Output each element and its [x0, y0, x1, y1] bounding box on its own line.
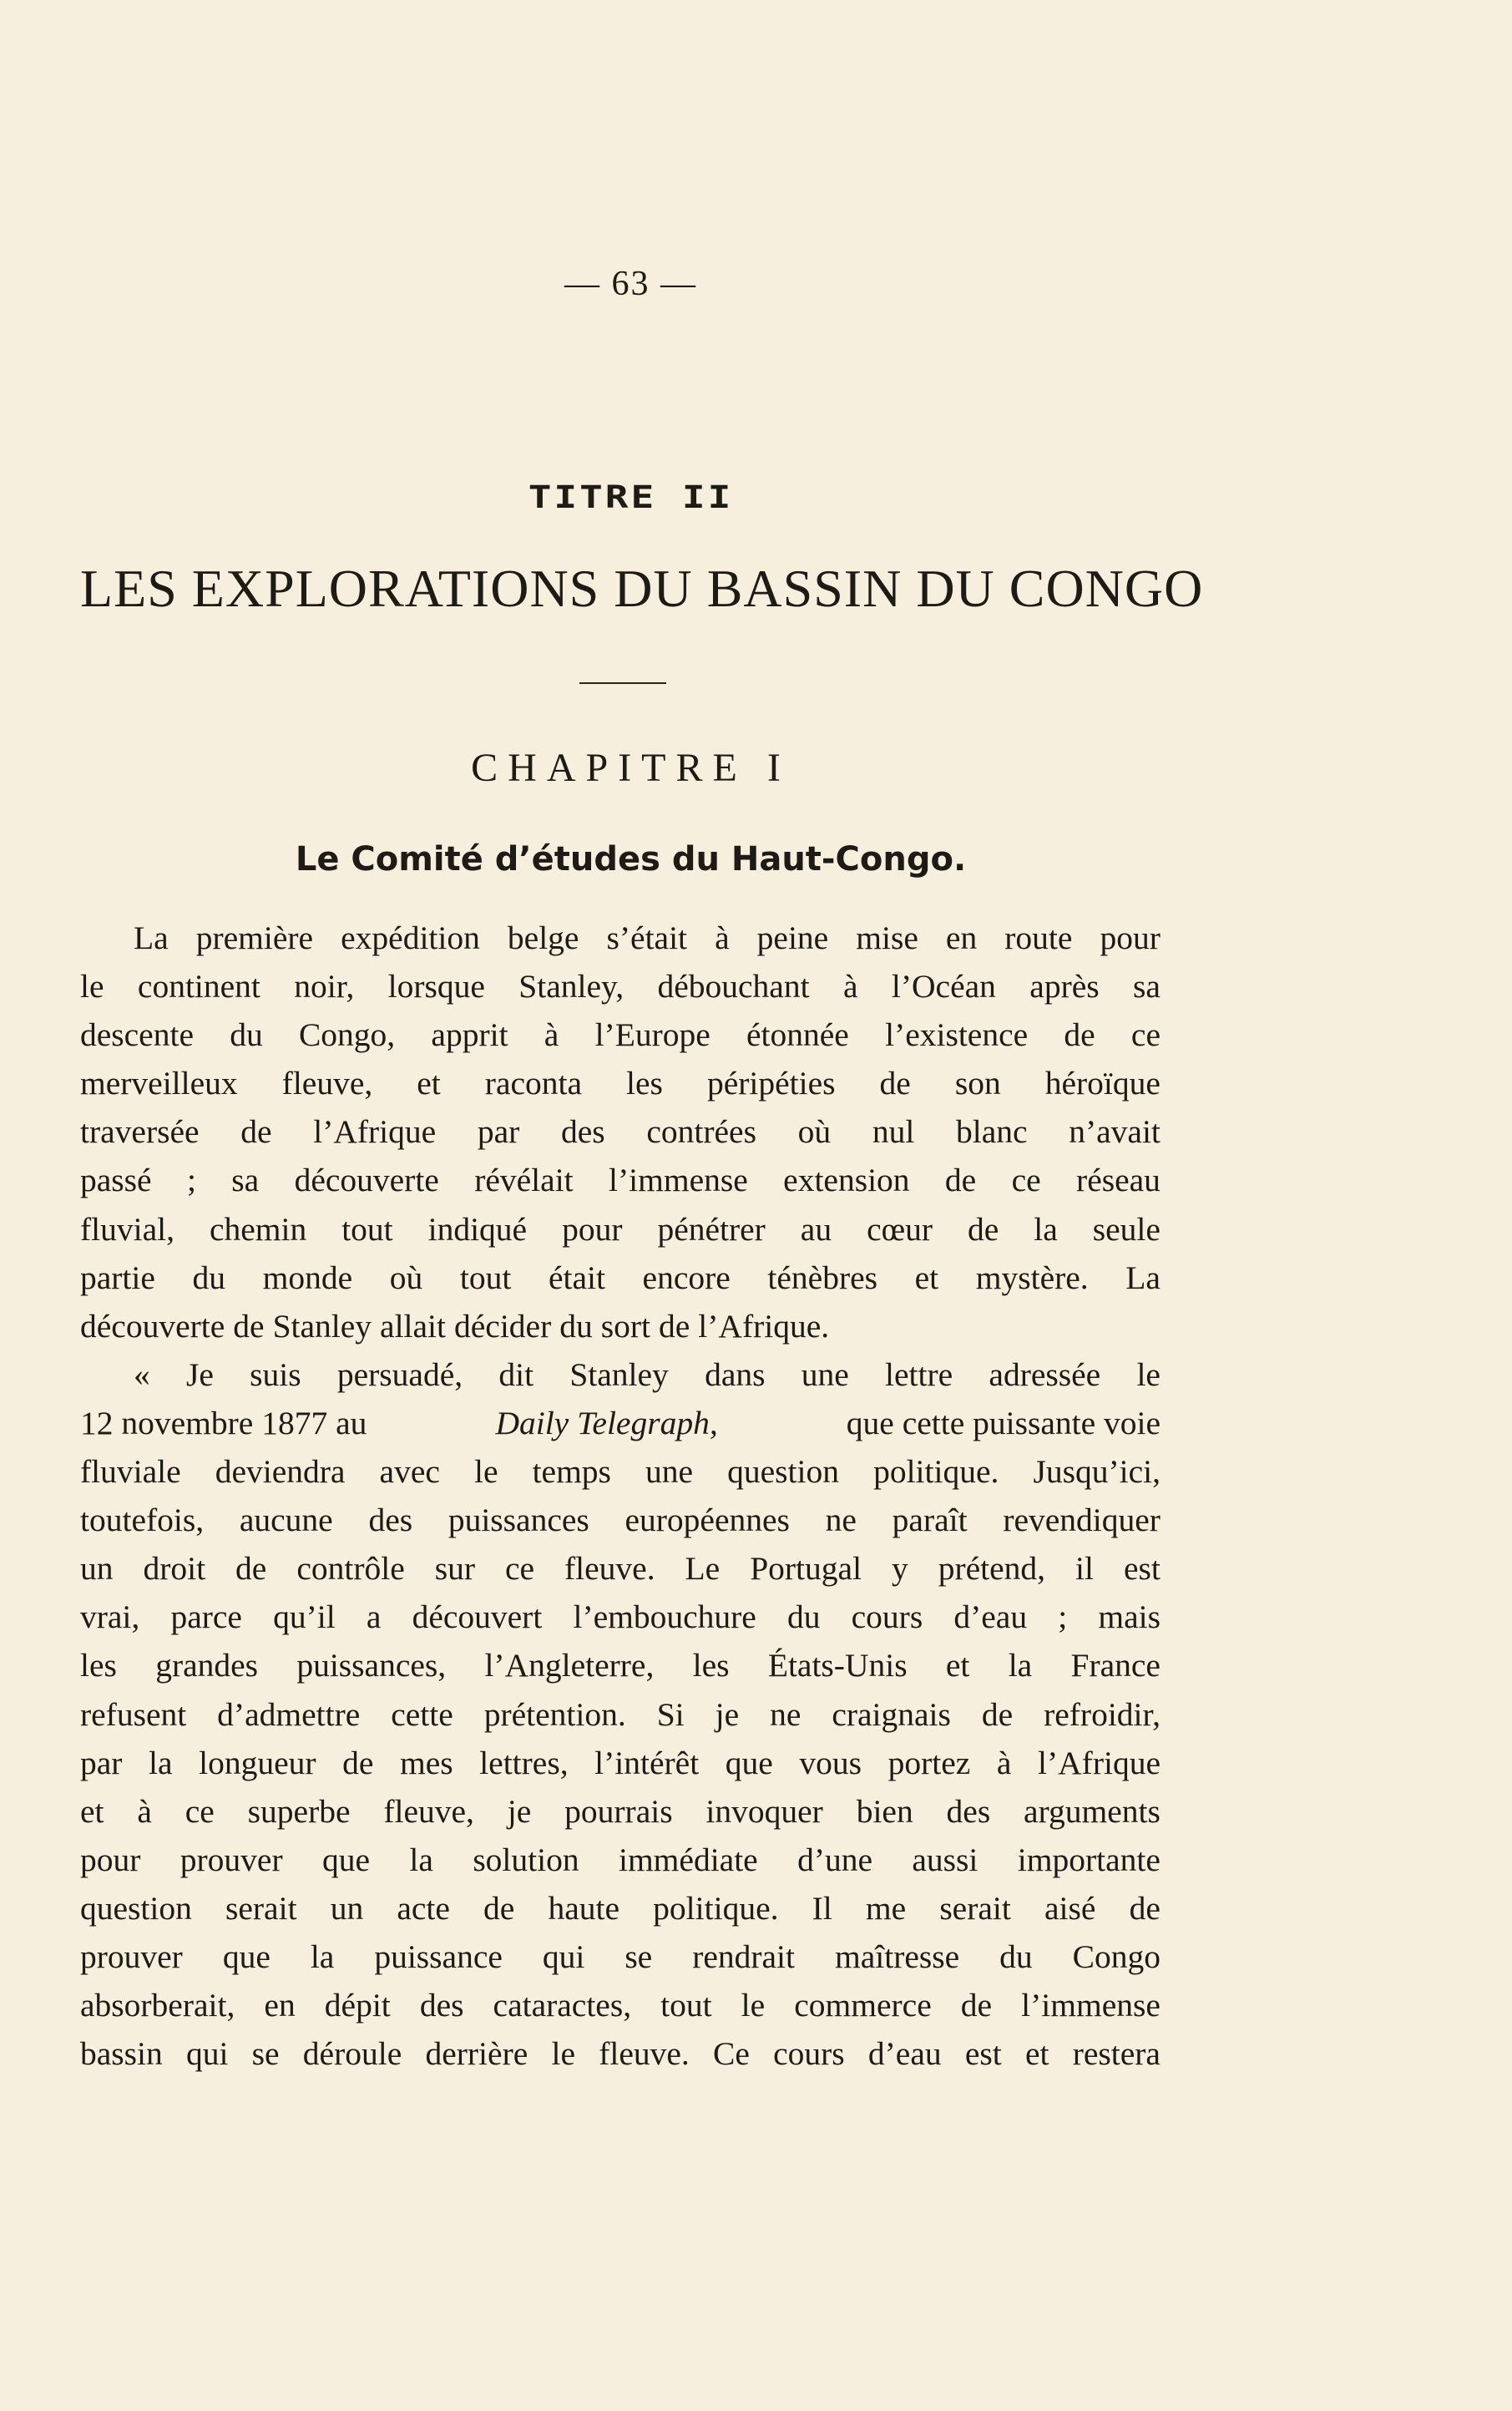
- word: Le: [685, 1550, 721, 1588]
- word: de: [235, 1550, 267, 1588]
- word: sa: [231, 1162, 260, 1199]
- word: États-Unis: [767, 1647, 908, 1684]
- word: ce: [185, 1792, 215, 1830]
- word: parce: [170, 1598, 242, 1636]
- chapter-subtitle: Le Comité d’études du Haut-Congo.: [295, 840, 967, 879]
- text-line: [80, 1399, 1161, 1447]
- word: du: [192, 1259, 226, 1296]
- word: dépit: [324, 1987, 391, 2024]
- word: aussi: [912, 1841, 979, 1878]
- word: dans: [705, 1355, 766, 1393]
- word: à: [842, 968, 858, 1005]
- word: héroïque: [1044, 1065, 1161, 1102]
- word: les: [80, 1647, 117, 1684]
- word: d’eau: [953, 1598, 1028, 1636]
- word: refusent: [80, 1695, 187, 1733]
- word: me: [865, 1889, 907, 1927]
- word: deviendra: [215, 1453, 346, 1491]
- word: qui: [185, 2035, 229, 2073]
- word: un: [80, 1550, 114, 1588]
- word: n’avait: [1069, 1113, 1161, 1151]
- word: son: [954, 1065, 1001, 1102]
- text-line: [80, 1884, 1161, 1932]
- word: ;: [1058, 1598, 1068, 1636]
- word: La: [134, 919, 169, 956]
- word: les: [626, 1065, 663, 1102]
- word: serait: [939, 1889, 1011, 1927]
- word: l’existence: [885, 1016, 1029, 1054]
- text-line: [80, 1010, 1161, 1059]
- word: que: [222, 1937, 271, 1975]
- word: de: [240, 1113, 272, 1151]
- text-line: [80, 1205, 1161, 1254]
- word: invoquer: [705, 1792, 823, 1830]
- word: sur: [434, 1550, 475, 1588]
- word: descente: [80, 1016, 194, 1054]
- text-line: [80, 1059, 1161, 1107]
- word: de: [968, 1210, 999, 1248]
- word: Je: [186, 1355, 214, 1393]
- word: en: [945, 919, 978, 956]
- word: et: [914, 1259, 939, 1296]
- word: de: [342, 1744, 374, 1781]
- word: seule: [1092, 1210, 1161, 1248]
- word: fleuve.: [564, 1550, 655, 1588]
- word: aisé: [1044, 1889, 1096, 1927]
- word: serait: [225, 1889, 297, 1927]
- word: droit: [143, 1550, 206, 1588]
- word: ce: [1130, 1016, 1161, 1054]
- word: cours: [851, 1598, 923, 1636]
- word: puissance: [374, 1937, 503, 1975]
- word: l’Angleterre,: [484, 1647, 655, 1684]
- word: fluvial,: [80, 1210, 174, 1248]
- word: par: [477, 1113, 520, 1151]
- word: décider: [454, 1307, 552, 1345]
- text-segment: que cette puissante voie: [846, 1404, 1161, 1441]
- word: d’admettre: [217, 1695, 361, 1733]
- word: la: [1034, 1210, 1058, 1248]
- word: partie: [80, 1259, 155, 1296]
- page-number: — 63 —: [564, 265, 697, 303]
- word: immédiate: [618, 1841, 758, 1878]
- word: apprit: [431, 1016, 508, 1054]
- word: le: [551, 2035, 575, 2073]
- part-heading: TITRE II: [528, 478, 734, 516]
- word: allait: [380, 1307, 447, 1345]
- word: ne: [825, 1502, 857, 1539]
- word: sort: [600, 1307, 650, 1345]
- text-line: [80, 1787, 1161, 1836]
- chapter-heading: CHAPITRE I: [471, 746, 791, 790]
- text-line: [80, 914, 1161, 962]
- word: du: [786, 1598, 821, 1636]
- word: l’intérêt: [594, 1744, 700, 1781]
- word: puissances,: [296, 1647, 447, 1684]
- word: mes: [399, 1744, 453, 1781]
- word: des: [368, 1502, 413, 1539]
- word: Il: [812, 1889, 832, 1927]
- text-line: [80, 1544, 1161, 1593]
- word: merveilleux: [80, 1065, 238, 1102]
- word: Stanley,: [518, 968, 625, 1005]
- text-line: [80, 1254, 1161, 1302]
- word: restera: [1072, 2035, 1161, 2073]
- word: raconta: [484, 1065, 583, 1102]
- text-line: [80, 1932, 1161, 1981]
- word: des: [561, 1113, 605, 1151]
- word: à: [715, 919, 730, 956]
- word: pour: [1100, 919, 1161, 956]
- word: absorberait,: [80, 1987, 235, 2024]
- word: longueur: [199, 1744, 316, 1781]
- word: rendrait: [692, 1937, 796, 1975]
- word: mise: [856, 919, 918, 956]
- word: je: [715, 1695, 740, 1733]
- word: réseau: [1076, 1162, 1161, 1199]
- word: traversée: [80, 1113, 200, 1151]
- word: tout: [459, 1259, 512, 1296]
- word: au: [800, 1210, 832, 1248]
- word: à: [996, 1744, 1012, 1781]
- word: découverte: [80, 1307, 225, 1345]
- main-title: LES EXPLORATIONS DU BASSIN DU CONGO: [80, 559, 1204, 618]
- word: et: [80, 1792, 104, 1830]
- word: qu’il: [273, 1598, 336, 1636]
- text-line: [80, 2029, 1161, 2078]
- word: de: [960, 1987, 993, 2024]
- word: de: [981, 1695, 1014, 1733]
- word: était: [548, 1259, 605, 1296]
- word: du: [559, 1307, 593, 1345]
- word: la: [409, 1841, 433, 1878]
- word: une: [801, 1355, 849, 1393]
- word: acte: [397, 1889, 450, 1927]
- word: superbe: [247, 1792, 351, 1830]
- word: cœur: [867, 1210, 933, 1248]
- word: tout: [341, 1210, 393, 1248]
- word: à: [137, 1792, 152, 1830]
- word: le: [741, 1987, 766, 2024]
- word: refroidir,: [1044, 1695, 1161, 1733]
- word: expédition: [341, 919, 480, 956]
- word: prouver: [180, 1841, 283, 1878]
- word: pénétrer: [657, 1210, 766, 1248]
- word: y: [892, 1550, 908, 1588]
- word: l’Océan: [891, 968, 996, 1005]
- word: Congo,: [298, 1016, 396, 1054]
- word: cette: [391, 1695, 453, 1733]
- word: prouver: [80, 1937, 183, 1975]
- word: encore: [642, 1259, 731, 1296]
- word: l’Afrique: [1038, 1744, 1161, 1781]
- word: revendiquer: [1003, 1502, 1161, 1539]
- word: arguments: [1024, 1792, 1161, 1830]
- word: prétend,: [938, 1550, 1046, 1588]
- word: de: [659, 1307, 690, 1345]
- word: tout: [660, 1987, 712, 2024]
- word: une: [645, 1453, 694, 1491]
- word: chemin: [209, 1210, 307, 1248]
- word: et: [417, 1065, 441, 1102]
- word: l’embouchure: [573, 1598, 756, 1636]
- word: de: [233, 1307, 265, 1345]
- word: se: [251, 2035, 280, 2073]
- text-line: [80, 1593, 1161, 1641]
- text-line: [80, 1981, 1161, 2029]
- word: et: [1024, 2035, 1049, 2073]
- text-line: [80, 1641, 1161, 1689]
- word: la: [149, 1744, 173, 1781]
- word: Portugal: [750, 1550, 862, 1588]
- word: La: [1125, 1259, 1161, 1296]
- text-line: [80, 1350, 1161, 1399]
- word: temps: [532, 1453, 611, 1491]
- word: l’Afrique: [313, 1113, 437, 1151]
- word: est: [1123, 1550, 1161, 1588]
- word: d’une: [797, 1841, 873, 1878]
- word: fluviale: [80, 1453, 181, 1491]
- word: découverte: [294, 1162, 439, 1199]
- word: route: [1004, 919, 1073, 956]
- word: étonnée: [746, 1016, 849, 1054]
- word: le: [473, 1453, 498, 1491]
- body-text: [80, 914, 1161, 2078]
- word: belge: [507, 919, 579, 956]
- word: est: [964, 2035, 1002, 2073]
- word: lorsque: [387, 968, 485, 1005]
- word: politique.: [873, 1453, 999, 1491]
- word: continent: [137, 968, 260, 1005]
- word: bassin: [80, 2035, 163, 2073]
- word: révélait: [474, 1162, 574, 1199]
- word: d’eau: [867, 2035, 942, 2073]
- word: mystère.: [975, 1259, 1089, 1296]
- word: ne: [770, 1695, 802, 1733]
- word: découvert: [412, 1598, 543, 1636]
- title-divider: [579, 682, 666, 684]
- word: portez: [887, 1744, 971, 1781]
- word: fleuve.: [599, 2035, 690, 2073]
- text-line: [80, 1302, 1161, 1350]
- word: nul: [872, 1113, 915, 1151]
- word: Stanley: [569, 1355, 669, 1393]
- word: par: [80, 1744, 123, 1781]
- word: suis: [250, 1355, 301, 1393]
- word: Si: [656, 1695, 685, 1733]
- word: maîtresse: [834, 1937, 960, 1975]
- word: contrées: [646, 1113, 756, 1151]
- word: lettres,: [479, 1744, 569, 1781]
- word: pour: [80, 1841, 141, 1878]
- word: se: [625, 1937, 653, 1975]
- word: de: [483, 1889, 515, 1927]
- word: en: [264, 1987, 296, 2024]
- word: sa: [1133, 968, 1161, 1005]
- word: que: [322, 1841, 371, 1878]
- word: mais: [1098, 1598, 1161, 1636]
- text-line: [80, 1107, 1161, 1156]
- word: Jusqu’ici,: [1033, 1453, 1161, 1491]
- word: pour: [562, 1210, 623, 1248]
- word: extension: [783, 1162, 910, 1199]
- word: commerce: [794, 1987, 932, 2024]
- word: l’Afrique.: [698, 1307, 830, 1345]
- word: «: [134, 1355, 150, 1393]
- word: noir,: [294, 968, 355, 1005]
- word: après: [1029, 968, 1100, 1005]
- text-line: [80, 962, 1161, 1010]
- word: et: [945, 1647, 970, 1684]
- word: la: [1008, 1647, 1033, 1684]
- word: grandes: [155, 1647, 259, 1684]
- word: avec: [379, 1453, 440, 1491]
- word: passé: [80, 1162, 152, 1199]
- word: la: [310, 1937, 335, 1975]
- word: question: [727, 1453, 839, 1491]
- word: s’était: [606, 919, 688, 956]
- word: a: [366, 1598, 382, 1636]
- word: dit: [498, 1355, 534, 1393]
- word: cours: [773, 2035, 845, 2073]
- word: lettre: [885, 1355, 953, 1393]
- word: ce: [504, 1550, 535, 1588]
- word: cataractes,: [493, 1987, 632, 2024]
- word: vous: [799, 1744, 862, 1781]
- word: adressée: [989, 1355, 1101, 1393]
- word: question: [80, 1889, 192, 1927]
- newspaper-title: Daily Telegraph,: [495, 1404, 718, 1441]
- word: un: [330, 1889, 364, 1927]
- word: à: [544, 1016, 559, 1054]
- word: toutefois,: [80, 1502, 205, 1539]
- text-line: [80, 1690, 1161, 1739]
- word: bien: [856, 1792, 913, 1830]
- word: craignais: [832, 1695, 951, 1733]
- word: où: [797, 1113, 832, 1151]
- word: du: [999, 1937, 1033, 1975]
- text-line: [80, 1447, 1161, 1496]
- word: prétention.: [483, 1695, 626, 1733]
- word: des: [946, 1792, 991, 1830]
- word: aucune: [239, 1502, 333, 1539]
- word: de: [1064, 1016, 1095, 1054]
- word: solution: [473, 1841, 579, 1878]
- word: France: [1070, 1647, 1161, 1684]
- word: l’immense: [1021, 1987, 1161, 2024]
- word: vrai,: [80, 1598, 140, 1636]
- text-line: [80, 1496, 1161, 1544]
- word: des: [419, 1987, 464, 2024]
- word: ;: [186, 1162, 196, 1199]
- word: le: [80, 968, 104, 1005]
- word: blanc: [956, 1113, 1028, 1151]
- word: contrôle: [296, 1550, 405, 1588]
- word: fleuve,: [383, 1792, 474, 1830]
- text-segment: 12 novembre 1877 au: [80, 1404, 367, 1441]
- word: indiqué: [427, 1210, 528, 1248]
- word: de: [1129, 1889, 1161, 1927]
- word: derrière: [425, 2035, 528, 2073]
- word: importante: [1017, 1841, 1161, 1878]
- word: européennes: [625, 1502, 790, 1539]
- word: du: [230, 1016, 263, 1054]
- word: pourrais: [564, 1792, 673, 1830]
- word: haute: [548, 1889, 620, 1927]
- word: péripéties: [706, 1065, 836, 1102]
- word: ténèbres: [767, 1259, 878, 1296]
- word: paraît: [892, 1502, 968, 1539]
- word: monde: [262, 1259, 353, 1296]
- word: déroule: [302, 2035, 402, 2073]
- word: je: [507, 1792, 532, 1830]
- word: que: [725, 1744, 773, 1781]
- word: où: [389, 1259, 423, 1296]
- word: l’Europe: [594, 1016, 710, 1054]
- word: l’immense: [609, 1162, 748, 1199]
- word: Stanley: [272, 1307, 372, 1345]
- text-line: [80, 1836, 1161, 1884]
- word: Congo: [1072, 1937, 1161, 1975]
- word: de: [879, 1065, 911, 1102]
- word: qui: [542, 1937, 585, 1975]
- word: Ce: [713, 2035, 750, 2073]
- word: débouchant: [657, 968, 810, 1005]
- word: le: [1136, 1355, 1161, 1393]
- word: ce: [1011, 1162, 1041, 1199]
- word: persuadé,: [336, 1355, 463, 1393]
- text-line: [80, 1739, 1161, 1787]
- word: de: [944, 1162, 977, 1199]
- word: les: [692, 1647, 730, 1684]
- word: il: [1075, 1550, 1094, 1588]
- text-line: [80, 1156, 1161, 1204]
- word: politique.: [653, 1889, 779, 1927]
- word: peine: [756, 919, 829, 956]
- word: première: [195, 919, 314, 956]
- word: puissances: [448, 1502, 589, 1539]
- word: fleuve,: [281, 1065, 373, 1102]
